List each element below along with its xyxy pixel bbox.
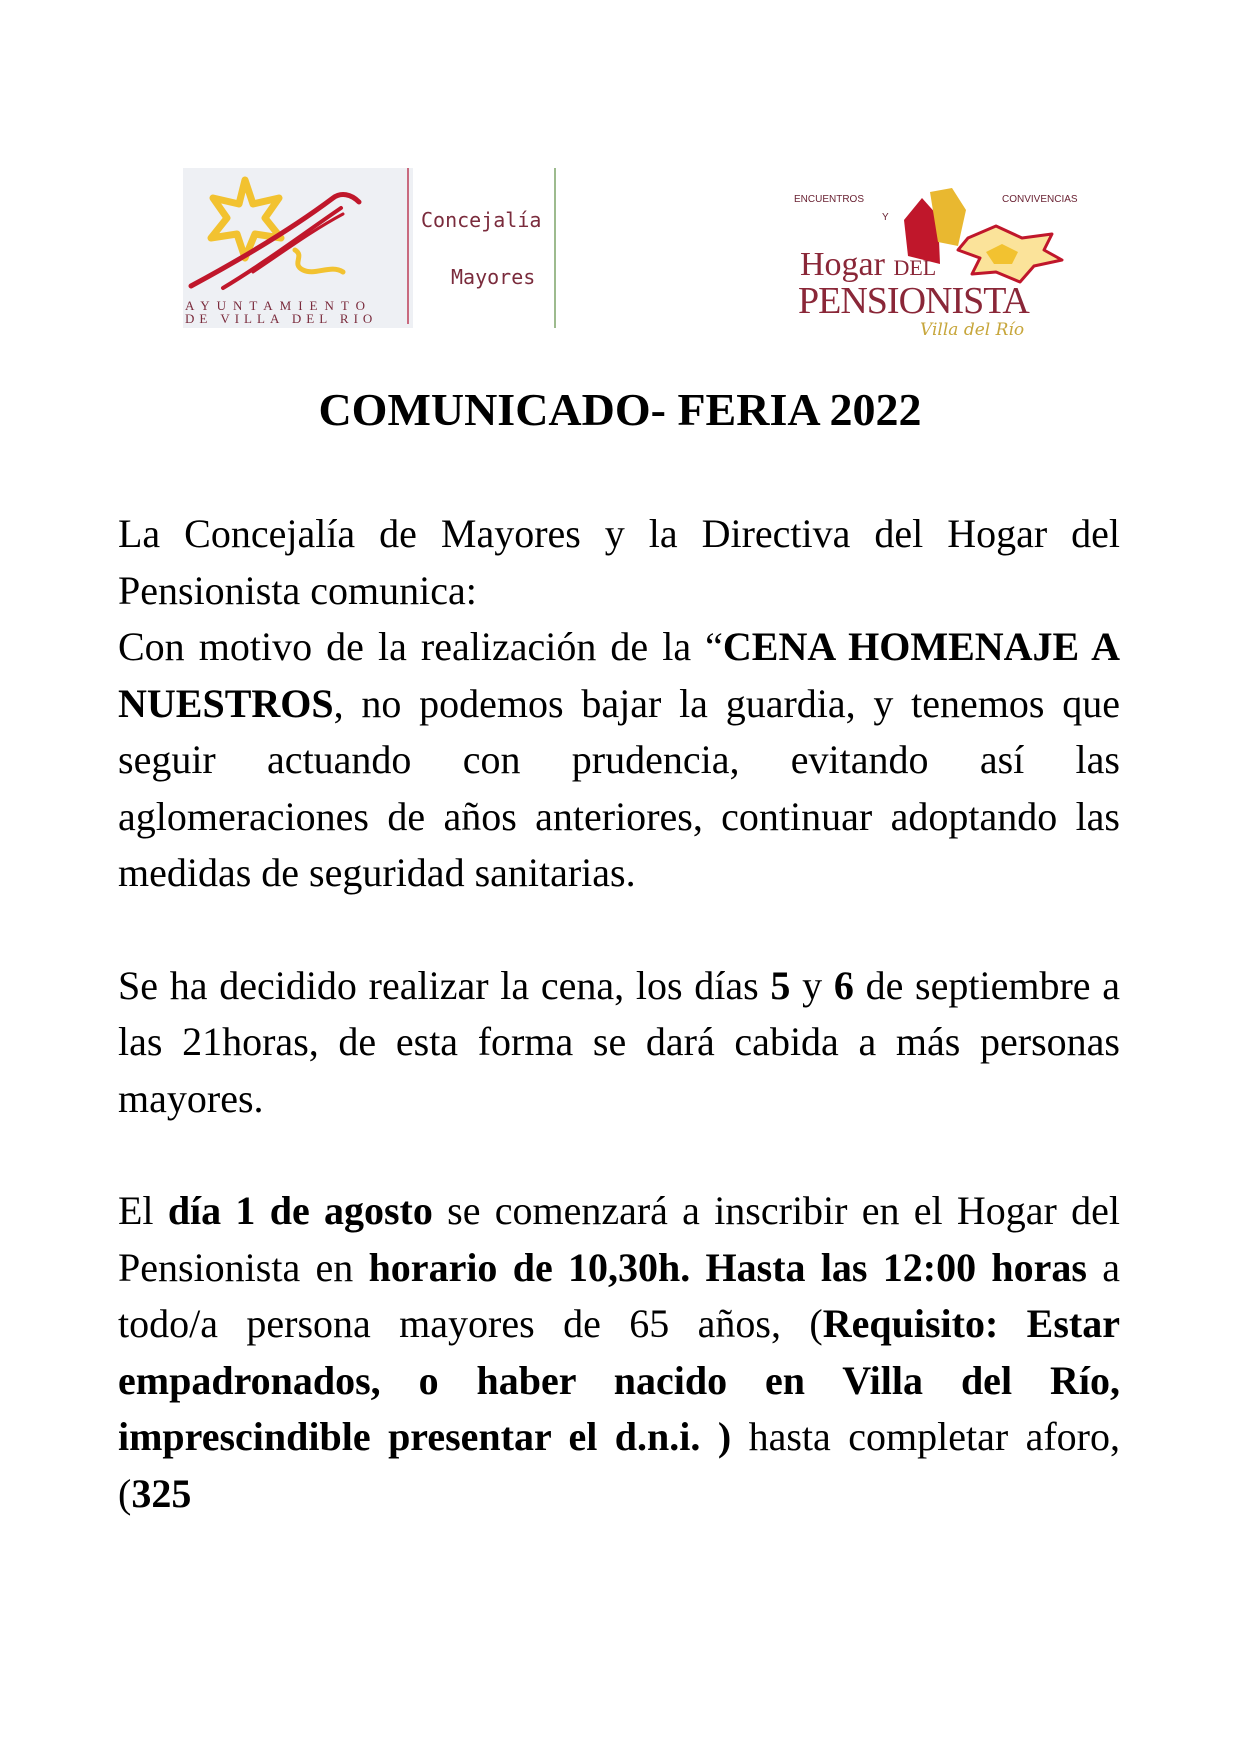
aforo-number-bold: 325 bbox=[131, 1470, 192, 1516]
reg-text-c: se comenzará a inscribir en el Hogar del Pensionista en bbox=[118, 1188, 1121, 1290]
requisito-bold: Requisito: Estar empadronados, o haber nacido en Villa del Río, imprescindible presentar el d.n.i. ) bbox=[118, 1301, 1120, 1459]
encuentros-label: ENCUENTROS bbox=[794, 194, 865, 205]
villa-del-rio-text: DE VILLA DEL RIO bbox=[185, 311, 378, 326]
convivencias-label: CONVIVENCIAS bbox=[1002, 194, 1078, 205]
notice-body bbox=[118, 506, 1120, 1522]
hogar-del-pensionista-logo bbox=[790, 186, 1106, 346]
dates-text-b: de septiembre a las 21horas, de esta forma se dará cabida a más personas mayores. bbox=[118, 962, 1121, 1121]
ayuntamiento-text: AYUNTAMIENTO bbox=[185, 298, 372, 313]
intro-text: La Concejalía de Mayores y la Directiva del Hogar del Pensionista comunica: bbox=[118, 511, 1120, 613]
day-6-bold: 6 bbox=[833, 962, 854, 1008]
dates-text-y: y bbox=[790, 962, 834, 1008]
motivo-text: Con motivo de la realización de la “ bbox=[118, 624, 723, 669]
reg-hours-bold: horario de 10,30h. Hasta las 12:00 horas bbox=[368, 1244, 1087, 1290]
cena-homenaje-bold: CENA HOMENAJE A NUESTROS bbox=[118, 624, 1120, 726]
concejalia-mayores-logo bbox=[183, 168, 561, 328]
hogar-text: Hogar bbox=[800, 246, 885, 283]
reg-text-g: hasta completar aforo, ( bbox=[118, 1414, 1120, 1516]
paragraph-registration bbox=[118, 1183, 1120, 1522]
logo-divider bbox=[407, 168, 409, 324]
pensionista-wordmark: PENSIONISTA bbox=[798, 280, 1029, 322]
page-title: COMUNICADO- FERIA 2022 bbox=[318, 384, 922, 435]
day-5-bold: 5 bbox=[770, 962, 791, 1008]
y-label: Y bbox=[882, 212, 889, 223]
concejalia-label: Concejalía bbox=[421, 208, 542, 232]
reg-text-a: El bbox=[118, 1188, 168, 1233]
mayores-label: Mayores bbox=[451, 265, 536, 289]
del-text: DEL bbox=[893, 255, 937, 280]
logo-divider-green bbox=[554, 168, 556, 328]
dates-text-a: Se ha decidido realizar la cena, los días bbox=[118, 962, 771, 1008]
paragraph-dates bbox=[118, 958, 1120, 1128]
prudencia-text: , no podemos bajar la guardia, y tenemos que seguir actuando con prudencia, evitando así las aglomeraciones de años anteriores, continuar adoptando las medidas de seguridad sanitarias. bbox=[118, 680, 1120, 895]
ayuntamiento-emblem bbox=[183, 168, 413, 328]
reg-text-e: a todo/a persona mayores de 65 años, ( bbox=[118, 1244, 1120, 1346]
villa-del-rio-script: Villa del Río bbox=[920, 320, 1025, 340]
paragraph-intro bbox=[118, 506, 1120, 902]
reg-date-bold: día 1 de agosto bbox=[167, 1188, 433, 1233]
